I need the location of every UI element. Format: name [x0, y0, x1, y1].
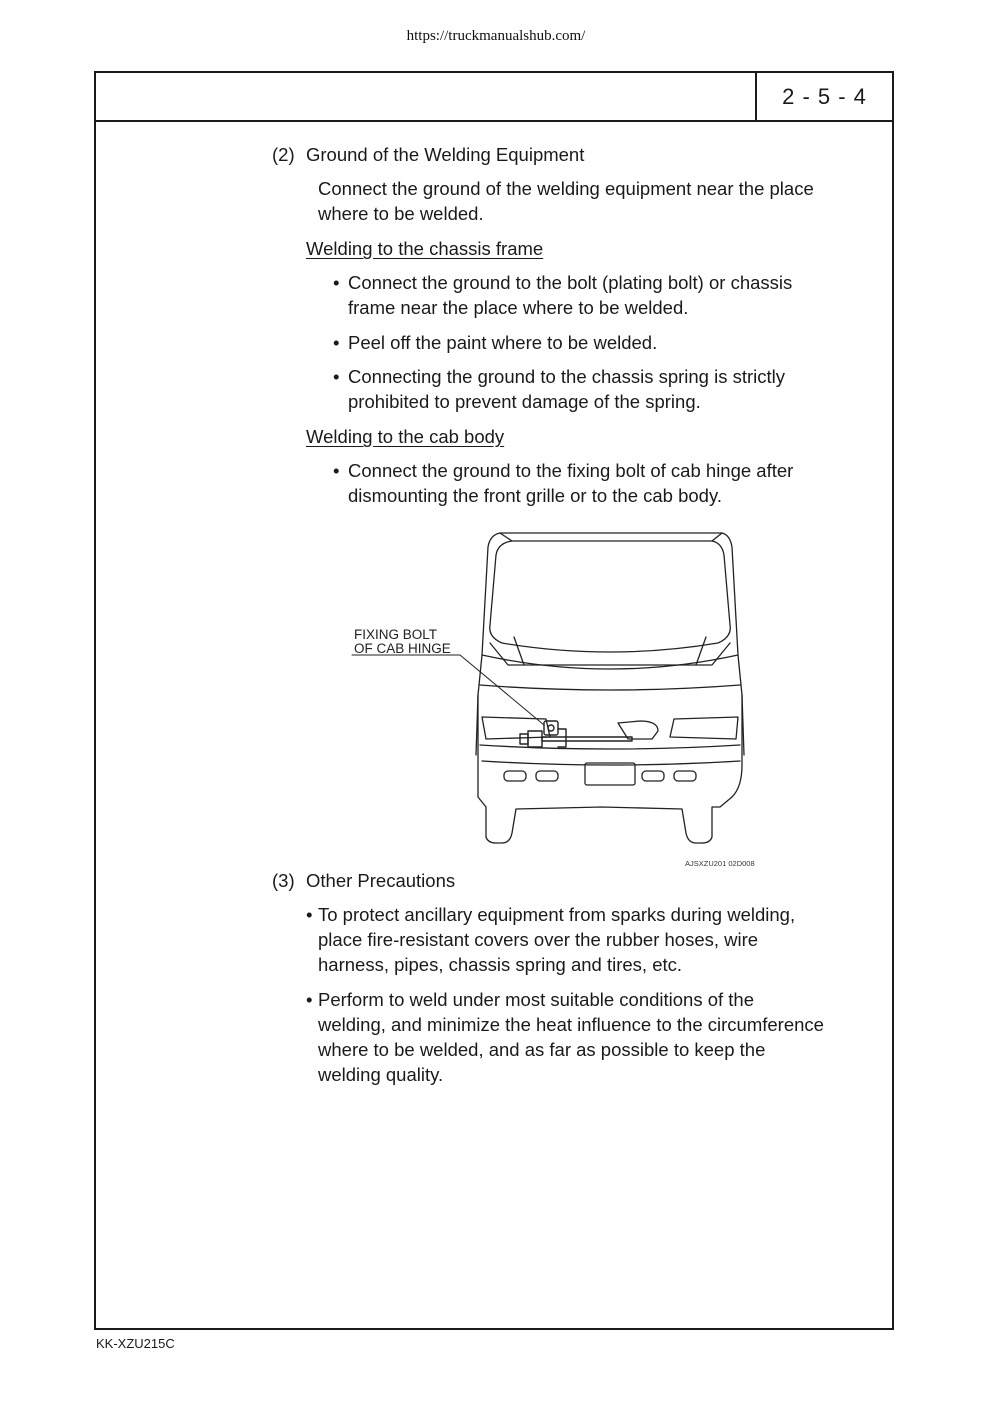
section3-bullet1-line2: place fire-resistant covers over the rubber hoses, wire — [318, 929, 759, 950]
section2-heading: Ground of the Welding Equipment — [306, 144, 585, 165]
section3-bullet1-line3: harness, pipes, chassis spring and tires, etc. — [318, 954, 683, 975]
bullet-glyph: • — [333, 366, 340, 387]
callout-label-line2: OF CAB HINGE — [354, 641, 451, 656]
chassis-bullet3-line2: prohibited to prevent damage of the spring. — [348, 391, 701, 412]
chassis-bullet2-line1: Peel off the paint where to be welded. — [348, 332, 658, 353]
cab-hinge-bolt — [520, 721, 632, 747]
bullet-glyph: • — [306, 904, 313, 925]
section2-intro-line2: where to be welded. — [318, 203, 484, 224]
section2-intro-line1: Connect the ground of the welding equipment near the place — [318, 178, 814, 199]
bullet-glyph: • — [333, 460, 340, 481]
cab-bullet1-line1: Connect the ground to the fixing bolt of cab hinge after — [348, 460, 794, 481]
section3-bullet2-line3: where to be welded, and as far as possible to keep the — [318, 1039, 766, 1060]
section3-bullet1-line1: To protect ancillary equipment from sparks during welding, — [318, 904, 796, 925]
document-code: KK-XZU215C — [96, 1336, 175, 1351]
section2-number: (2) — [272, 144, 295, 165]
chassis-bullet1-line1: Connect the ground to the bolt (plating bolt) or chassis — [348, 272, 793, 293]
section3-bullet2-line2: welding, and minimize the heat influence to the circumference — [318, 1014, 824, 1035]
chassis-bullet1-line2: frame near the place where to be welded. — [348, 297, 689, 318]
truck-front-illustration — [340, 525, 780, 870]
bullet-glyph: • — [333, 332, 340, 353]
page-header — [96, 73, 892, 122]
page-number-cell — [755, 73, 892, 120]
bullet-glyph: • — [333, 272, 340, 293]
source-url: https://truckmanualshub.com/ — [406, 28, 586, 44]
section3-bullet2-line4: welding quality. — [318, 1064, 444, 1085]
chassis-bullet3-line1: Connecting the ground to the chassis spring is strictly — [348, 366, 786, 387]
page-number: 2 - 5 - 4 — [782, 84, 867, 109]
callout-label-line1: FIXING BOLT — [354, 627, 438, 642]
windshield — [490, 541, 731, 652]
figure-code: AJSXZU201 02D008 — [685, 859, 755, 868]
section3-number: (3) — [272, 870, 295, 891]
chassis-frame-subheading: Welding to the chassis frame — [306, 238, 544, 259]
section3-heading: Other Precautions — [306, 870, 456, 891]
cab-bullet1-line2: dismounting the front grille or to the cab body. — [348, 485, 722, 506]
section3-bullet2-line1: Perform to weld under most suitable conditions of the — [318, 989, 755, 1010]
cab-body-subheading: Welding to the cab body — [306, 426, 505, 447]
bullet-glyph: • — [306, 989, 313, 1010]
